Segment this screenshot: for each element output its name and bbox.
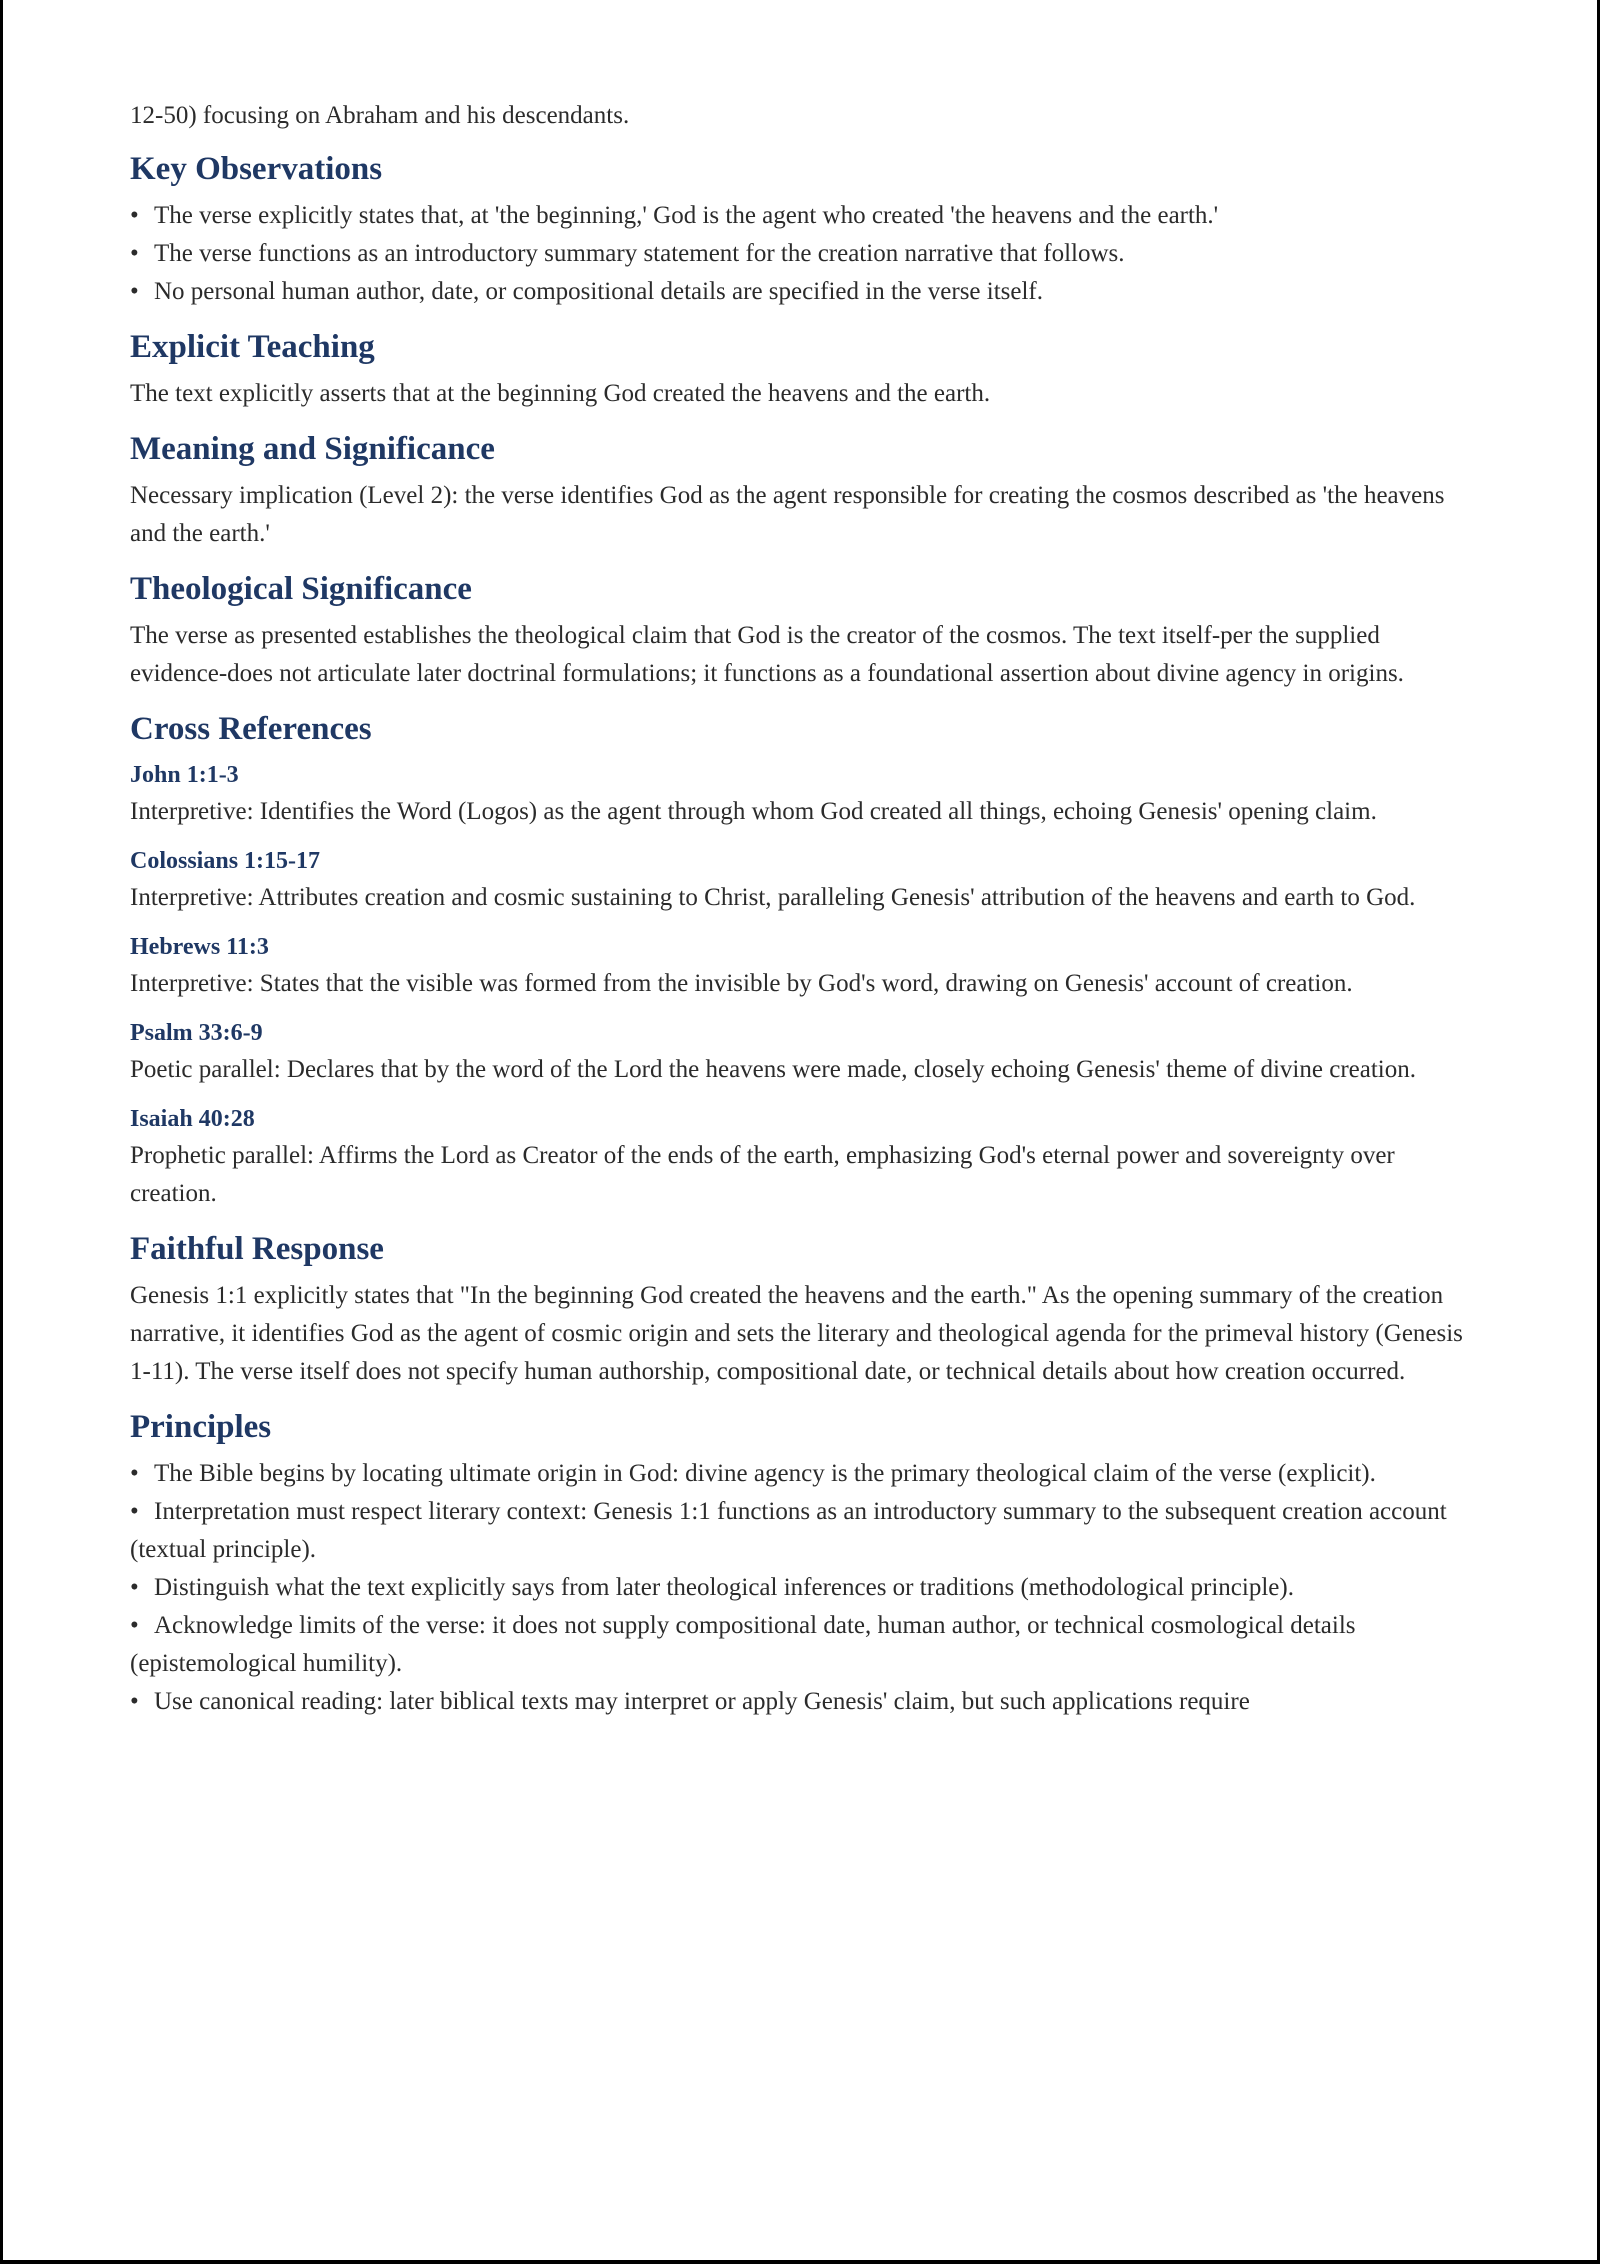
document-body bbox=[130, 97, 1475, 1735]
cross-reference-citation: Hebrews 11:3 bbox=[130, 934, 269, 960]
cross-reference-note: Interpretive: Identifies the Word (Logos) as the agent through whom God created all things, echoing Genesis' opening claim. bbox=[130, 798, 1377, 825]
cross-reference-citation: Colossians 1:15-17 bbox=[130, 848, 321, 874]
list-item: • The verse functions as an introductory summary statement for the creation narrative that follows. bbox=[130, 235, 1475, 273]
bullet-icon: • bbox=[130, 202, 139, 229]
cross-reference-item bbox=[130, 757, 1475, 831]
faithful-response-section bbox=[130, 1227, 1475, 1391]
theological-heading: Theological Significance bbox=[130, 571, 472, 607]
bullet-icon: • bbox=[130, 1688, 139, 1715]
cross-reference-citation: Isaiah 40:28 bbox=[130, 1106, 255, 1132]
theological-section bbox=[130, 567, 1475, 693]
principles-heading: Principles bbox=[130, 1409, 272, 1445]
explicit-teaching-text: The text explicitly asserts that at the beginning God created the heavens and the earth. bbox=[130, 380, 991, 407]
list-item: • Use canonical reading: later biblical texts may interpret or apply Genesis' claim, but such applications require bbox=[130, 1683, 1475, 1721]
cross-references-heading: Cross References bbox=[130, 711, 372, 747]
list-item: • Interpretation must respect literary context: Genesis 1:1 functions as an introductory summary to the subsequent creation account (textual principle). bbox=[130, 1493, 1475, 1569]
faithful-response-text: Genesis 1:1 explicitly states that "In the beginning God created the heavens and the earth." As the opening summary of the creation narrative, it identifies God as the agent of cosmic origin and sets the literary and theological agenda for the primeval history (Genesis 1-11). The verse itself does not specify human authorship, compositional date, or technical details about how creation occurred. bbox=[130, 1282, 1463, 1385]
cross-reference-note: Poetic parallel: Declares that by the word of the Lord the heavens were made, closely echoing Genesis' theme of divine creation. bbox=[130, 1056, 1416, 1083]
cross-reference-citation: John 1:1-3 bbox=[130, 762, 239, 788]
bullet-icon: • bbox=[130, 1612, 139, 1639]
cross-reference-item bbox=[130, 1015, 1475, 1089]
meaning-heading: Meaning and Significance bbox=[130, 431, 495, 467]
list-item: • The Bible begins by locating ultimate origin in God: divine agency is the primary theological claim of the verse (explicit). bbox=[130, 1455, 1475, 1493]
principles-section bbox=[130, 1405, 1475, 1721]
cross-reference-note: Interpretive: States that the visible was formed from the invisible by God's word, drawing on Genesis' account of creation. bbox=[130, 970, 1353, 997]
cross-references-section bbox=[130, 707, 1475, 1213]
bullet-icon: • bbox=[130, 1460, 139, 1487]
cross-reference-note: Prophetic parallel: Affirms the Lord as Creator of the ends of the earth, emphasizing God's eternal power and sovereignty over creation. bbox=[130, 1142, 1395, 1207]
cross-reference-citation: Psalm 33:6-9 bbox=[130, 1020, 263, 1046]
cross-reference-item bbox=[130, 1101, 1475, 1213]
key-observations-section bbox=[130, 147, 1475, 311]
list-item: • Acknowledge limits of the verse: it does not supply compositional date, human author, or technical cosmological details (epistemological humility). bbox=[130, 1607, 1475, 1683]
bullet-icon: • bbox=[130, 1498, 139, 1525]
faithful-response-heading: Faithful Response bbox=[130, 1231, 384, 1267]
principles-list bbox=[130, 1455, 1475, 1721]
bullet-icon: • bbox=[130, 240, 139, 267]
cross-reference-item bbox=[130, 929, 1475, 1003]
list-item: • The verse explicitly states that, at 'the beginning,' God is the agent who created 'the heavens and the earth.' bbox=[130, 197, 1475, 235]
intro-paragraph: 12-50) focusing on Abraham and his descendants. bbox=[130, 102, 630, 129]
cross-reference-note: Interpretive: Attributes creation and cosmic sustaining to Christ, paralleling Genesis' attribution of the heavens and earth to God. bbox=[130, 884, 1416, 911]
list-item: • No personal human author, date, or compositional details are specified in the verse itself. bbox=[130, 273, 1475, 311]
bullet-icon: • bbox=[130, 1574, 139, 1601]
list-item: • Distinguish what the text explicitly says from later theological inferences or traditions (methodological principle). bbox=[130, 1569, 1475, 1607]
explicit-teaching-section bbox=[130, 325, 1475, 413]
meaning-section bbox=[130, 427, 1475, 553]
bullet-icon: • bbox=[130, 278, 139, 305]
theological-text: The verse as presented establishes the theological claim that God is the creator of the cosmos. The text itself-per the supplied evidence-does not articulate later doctrinal formulations; it functions as a foundational assertion about divine agency in origins. bbox=[130, 622, 1404, 687]
meaning-text: Necessary implication (Level 2): the verse identifies God as the agent responsible for creating the cosmos described as 'the heavens and the earth.' bbox=[130, 482, 1445, 547]
key-observations-list bbox=[130, 197, 1475, 311]
cross-reference-item bbox=[130, 843, 1475, 917]
key-observations-heading: Key Observations bbox=[130, 151, 383, 187]
explicit-teaching-heading: Explicit Teaching bbox=[130, 329, 375, 365]
